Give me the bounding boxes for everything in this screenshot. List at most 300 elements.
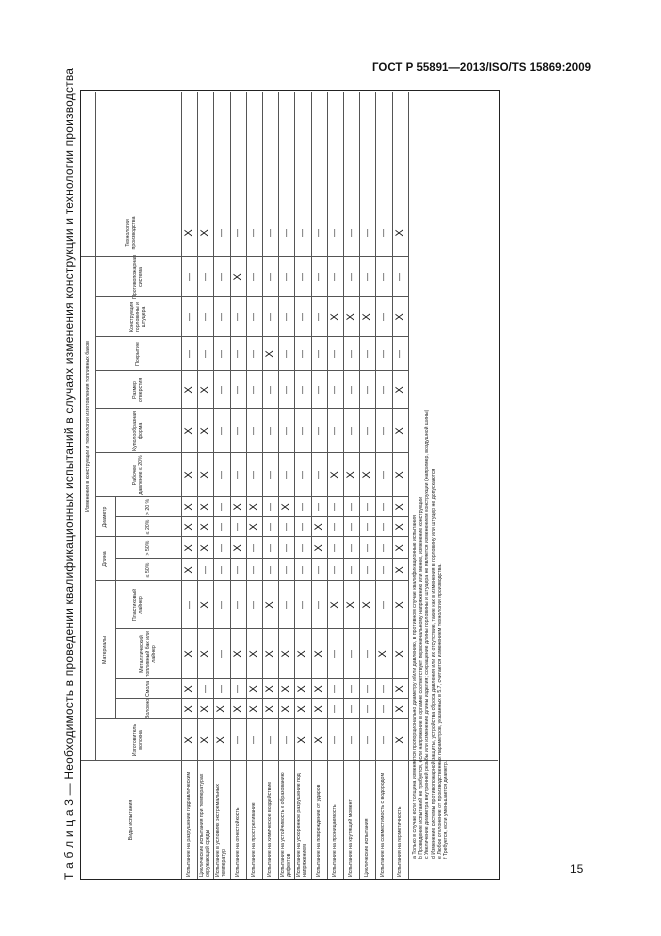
table-cell-mark: — bbox=[395, 350, 405, 358]
table-cell-mark: — bbox=[297, 273, 307, 281]
table-cell-mark: — bbox=[297, 601, 307, 609]
table-cell-mark: X bbox=[328, 601, 341, 609]
table-cell-mark: — bbox=[265, 313, 275, 321]
table-cell-mark: — bbox=[200, 350, 210, 358]
table-cell-mark: X bbox=[264, 705, 277, 713]
table-cell-mark: — bbox=[200, 685, 210, 693]
table-cell-mark: X bbox=[312, 544, 325, 552]
row-label: Циклические испытания при температурах окружающей среды bbox=[199, 773, 212, 877]
table-cell-mark: X bbox=[393, 471, 406, 479]
table-cell-mark: X bbox=[183, 471, 196, 479]
table-cell-mark: — bbox=[330, 503, 340, 511]
table-cell-mark: — bbox=[265, 229, 275, 237]
header-coating: Покрытие bbox=[135, 342, 141, 366]
table-caption: Т а б л и ц а 3 — Необходимость в проведении квалификационных испытаний в случаях изменения конструкции и технологии производства bbox=[62, 67, 76, 880]
header-liner-size: Размер отверстия bbox=[132, 377, 144, 403]
table-cell-mark: X bbox=[296, 650, 309, 658]
table-cell-mark: — bbox=[378, 350, 388, 358]
table-cell-mark: — bbox=[216, 523, 226, 531]
footnote: c Увеличение диаметра внутренней резьбы или изменение длины изделия; сокращение длины горловины и штуцера не является изменением конструкции (например, воздушной шины) bbox=[424, 409, 431, 859]
row-label: Испытание на совместимость с водородом bbox=[380, 772, 387, 877]
table-cell-mark: X bbox=[345, 313, 358, 321]
table-cell-mark: — bbox=[265, 386, 275, 394]
table-rule bbox=[115, 698, 181, 699]
table-cell-mark: — bbox=[330, 229, 340, 237]
table-cell-mark: X bbox=[199, 471, 212, 479]
table-cell-mark: — bbox=[233, 523, 243, 531]
row-label: Испытание на простреливание bbox=[250, 802, 257, 877]
table-cell-mark: X bbox=[183, 705, 196, 713]
table-cell-mark: — bbox=[265, 427, 275, 435]
table-cell-mark: — bbox=[378, 313, 388, 321]
table-cell-mark: — bbox=[346, 427, 356, 435]
table-cell-mark: X bbox=[183, 503, 196, 511]
table-cell-mark: — bbox=[200, 313, 210, 321]
table-cell-mark: X bbox=[393, 386, 406, 394]
table-cell-mark: X bbox=[393, 544, 406, 552]
table-rule bbox=[181, 516, 408, 517]
table-cell-mark: — bbox=[281, 471, 291, 479]
row-label: Испытания на герметичность bbox=[396, 806, 403, 877]
header-diameter-le20: ≤ 20% bbox=[145, 519, 151, 535]
table-cell-mark: — bbox=[216, 566, 226, 574]
table-cell-mark: — bbox=[378, 544, 388, 552]
table-cell-mark: X bbox=[280, 650, 293, 658]
header-test-types: Виды испытания bbox=[128, 799, 134, 841]
table-cell-mark: X bbox=[199, 427, 212, 435]
table-cell-mark: X bbox=[199, 523, 212, 531]
table-cell-mark: — bbox=[233, 685, 243, 693]
table-cell-mark: — bbox=[378, 705, 388, 713]
table-cell-mark: X bbox=[215, 736, 228, 744]
footnote: e Любое отклонение от производственных параметров, указанных в 5.7, считается изменением технологии производства. bbox=[436, 563, 443, 859]
table-rule bbox=[95, 496, 181, 497]
table-rule bbox=[95, 370, 181, 371]
table-cell-mark: X bbox=[393, 313, 406, 321]
table-cell-mark: — bbox=[314, 503, 324, 511]
table-rule bbox=[115, 558, 181, 559]
table-cell-mark: — bbox=[362, 229, 372, 237]
row-label: Испытание на ускоренное разрушение под напряжением bbox=[296, 773, 309, 877]
table-cell-mark: — bbox=[249, 601, 259, 609]
footnote: f Требуется, если уменьшается диаметр. bbox=[443, 760, 450, 859]
table-rule bbox=[181, 760, 408, 761]
table-cell-mark: — bbox=[330, 273, 340, 281]
table-cell-mark: X bbox=[296, 736, 309, 744]
table-cell-mark: X bbox=[393, 685, 406, 693]
table-cell-mark: X bbox=[393, 736, 406, 744]
row-label: Испытание на проницаемость bbox=[331, 804, 338, 877]
table-cell-mark: — bbox=[362, 427, 372, 435]
table-cell-mark: — bbox=[265, 471, 275, 479]
table-cell-mark: — bbox=[346, 544, 356, 552]
table-cell-mark: — bbox=[297, 544, 307, 552]
table-cell-mark: X bbox=[393, 229, 406, 237]
table-cell-mark: X bbox=[393, 427, 406, 435]
table-cell-mark: — bbox=[281, 736, 291, 744]
header-resin: Смола bbox=[145, 681, 151, 697]
table-cell-mark: — bbox=[395, 273, 405, 281]
table-cell-mark: — bbox=[249, 229, 259, 237]
header-process: Технологии производства bbox=[125, 216, 137, 250]
table-rule bbox=[95, 408, 181, 409]
table-cell-mark: — bbox=[184, 313, 194, 321]
table-cell-mark: X bbox=[264, 650, 277, 658]
row-label: Испытание на повреждение от ударов bbox=[315, 784, 322, 877]
table-cell-mark: X bbox=[183, 544, 196, 552]
table-cell-mark: — bbox=[330, 566, 340, 574]
table-cell-mark: — bbox=[216, 503, 226, 511]
table-footnotes bbox=[412, 159, 450, 859]
table-cell-mark: — bbox=[314, 566, 324, 574]
table-cell-mark: — bbox=[184, 350, 194, 358]
row-label: Испытание на крутящий момент bbox=[348, 799, 355, 877]
table-cell-mark: — bbox=[281, 601, 291, 609]
table-cell-mark: X bbox=[183, 650, 196, 658]
table-cell-mark: — bbox=[378, 386, 388, 394]
table-cell-mark: — bbox=[281, 273, 291, 281]
table-cell-mark: X bbox=[393, 705, 406, 713]
table-cell-mark: X bbox=[183, 386, 196, 394]
table-cell-mark: — bbox=[216, 273, 226, 281]
table-cell-mark: X bbox=[183, 736, 196, 744]
table-rule bbox=[181, 558, 408, 559]
table-cell-mark: X bbox=[361, 601, 374, 609]
table-cell-mark: X bbox=[247, 523, 260, 531]
table-cell-mark: X bbox=[183, 427, 196, 435]
table-cell-mark: — bbox=[281, 313, 291, 321]
table-cell-mark: — bbox=[346, 386, 356, 394]
table-cell-mark: — bbox=[362, 736, 372, 744]
table-cell-mark: — bbox=[249, 350, 259, 358]
table-cell-mark: — bbox=[249, 736, 259, 744]
table-cell-mark: — bbox=[216, 471, 226, 479]
table-cell-mark: — bbox=[265, 523, 275, 531]
footnote: d Изменение системы противопожарной защиты, устройства сброса давления или их отсутствие, такие как в изменения в горловину или штуцер не допускаются bbox=[430, 468, 437, 859]
table-rule bbox=[181, 718, 408, 719]
page-number: 15 bbox=[570, 862, 584, 876]
table-cell-mark: — bbox=[265, 503, 275, 511]
table-cell-mark: X bbox=[231, 544, 244, 552]
table-cell-mark: — bbox=[346, 523, 356, 531]
table-rule bbox=[95, 718, 181, 719]
row-label: Циклические испытания bbox=[364, 818, 371, 877]
table-cell-mark: — bbox=[346, 503, 356, 511]
table-cell-mark: — bbox=[362, 566, 372, 574]
table-cell-mark: X bbox=[280, 685, 293, 693]
table-cell-mark: — bbox=[314, 601, 324, 609]
table-cell-mark: X bbox=[280, 705, 293, 713]
header-length-le50: ≤ 50% bbox=[145, 562, 151, 578]
table-cell-mark: — bbox=[346, 566, 356, 574]
table-cell-mark: X bbox=[328, 313, 341, 321]
table-cell-mark: X bbox=[264, 601, 277, 609]
table-cell-mark: X bbox=[393, 503, 406, 511]
table-cell-mark: X bbox=[199, 705, 212, 713]
table-cell-mark: — bbox=[249, 566, 259, 574]
table-rule bbox=[181, 536, 408, 537]
table-cell-mark: — bbox=[346, 705, 356, 713]
table-rule bbox=[115, 678, 181, 679]
header-manufacturer: Изготовитель волокна bbox=[132, 723, 144, 757]
table-cell-mark: — bbox=[362, 685, 372, 693]
table-cell-mark: — bbox=[233, 350, 243, 358]
table-cell-mark: — bbox=[249, 544, 259, 552]
table-cell-mark: — bbox=[281, 544, 291, 552]
header-changes-group: Изменения в конструкции и технологии изготовления топливных баков bbox=[85, 341, 91, 512]
header-length-gt50: > 50% bbox=[145, 540, 151, 556]
table-cell-mark: X bbox=[231, 273, 244, 281]
table-cell-mark: X bbox=[199, 386, 212, 394]
table-cell-mark: — bbox=[297, 471, 307, 479]
table-cell-mark: — bbox=[330, 427, 340, 435]
table-cell-mark: — bbox=[346, 685, 356, 693]
table-cell-mark: — bbox=[330, 544, 340, 552]
table-cell-mark: — bbox=[297, 523, 307, 531]
table-cell-mark: X bbox=[199, 601, 212, 609]
header-work-pressure: Рабочее давление ≤ 20% bbox=[132, 455, 144, 495]
table-cell-mark: X bbox=[264, 685, 277, 693]
table-cell-mark: X bbox=[312, 685, 325, 693]
table-cell-mark: X bbox=[247, 705, 260, 713]
table-cell-mark: X bbox=[345, 471, 358, 479]
table-cell-mark: X bbox=[247, 685, 260, 693]
table-cell-mark: — bbox=[346, 350, 356, 358]
table-cell-mark: X bbox=[296, 705, 309, 713]
table-cell-mark: — bbox=[216, 386, 226, 394]
table-cell-mark: — bbox=[362, 523, 372, 531]
table-cell-mark: — bbox=[314, 427, 324, 435]
table-cell-mark: X bbox=[296, 685, 309, 693]
table-cell-mark: — bbox=[184, 273, 194, 281]
table-cell-mark: — bbox=[233, 427, 243, 435]
header-diameter: Диаметр bbox=[102, 506, 108, 528]
table-cell-mark: X bbox=[377, 650, 390, 658]
table-cell-mark: — bbox=[249, 386, 259, 394]
table-rule bbox=[115, 628, 181, 629]
table-cell-mark: — bbox=[281, 386, 291, 394]
header-materials: Материалы bbox=[102, 636, 108, 664]
table-cell-mark: — bbox=[378, 427, 388, 435]
table-rule bbox=[95, 536, 181, 537]
row-label: Испытание на устойчивость к образованию дефектов bbox=[280, 772, 293, 877]
requirements-table bbox=[80, 90, 500, 880]
table-rule bbox=[181, 256, 408, 257]
table-rule bbox=[95, 336, 181, 337]
table-cell-mark: X bbox=[183, 566, 196, 574]
table-cell-mark: — bbox=[378, 471, 388, 479]
table-cell-mark: — bbox=[233, 471, 243, 479]
table-cell-mark: — bbox=[233, 229, 243, 237]
table-cell-mark: X bbox=[199, 229, 212, 237]
table-cell-mark: X bbox=[393, 523, 406, 531]
table-cell-mark: X bbox=[215, 705, 228, 713]
table-cell-mark: — bbox=[346, 650, 356, 658]
table-cell-mark: — bbox=[216, 650, 226, 658]
table-cell-mark: — bbox=[314, 313, 324, 321]
table-cell-mark: — bbox=[378, 273, 388, 281]
table-cell-mark: — bbox=[314, 229, 324, 237]
table-cell-mark: X bbox=[199, 650, 212, 658]
table-cell-mark: — bbox=[281, 427, 291, 435]
table-cell-mark: — bbox=[233, 601, 243, 609]
table-cell-mark: — bbox=[297, 566, 307, 574]
table-cell-mark: — bbox=[362, 350, 372, 358]
table-cell-mark: — bbox=[184, 601, 194, 609]
header-dome-shape: Куполообразная форма bbox=[132, 411, 144, 451]
table-cell-mark: — bbox=[265, 566, 275, 574]
header-length: Длина bbox=[102, 551, 108, 567]
table-cell-mark: — bbox=[378, 685, 388, 693]
table-cell-mark: X bbox=[312, 705, 325, 713]
table-cell-mark: X bbox=[247, 650, 260, 658]
table-cell-mark: X bbox=[361, 471, 374, 479]
table-rule bbox=[181, 496, 408, 497]
table-cell-mark: X bbox=[264, 350, 277, 358]
table-cell-mark: — bbox=[265, 273, 275, 281]
header-plastic-liner: Пластиковый лайнер bbox=[132, 588, 144, 622]
table-cell-mark: — bbox=[330, 705, 340, 713]
table-cell-mark: — bbox=[330, 736, 340, 744]
table-cell-mark: — bbox=[216, 601, 226, 609]
table-cell-mark: — bbox=[362, 503, 372, 511]
table-cell-mark: X bbox=[199, 736, 212, 744]
table-cell-mark: X bbox=[312, 523, 325, 531]
table-cell-mark: — bbox=[216, 229, 226, 237]
table-cell-mark: X bbox=[393, 566, 406, 574]
table-cell-mark: — bbox=[378, 601, 388, 609]
footnote: b Проведение испытаний не требуется, если напряжение в оргамне соответствует первоначальному напряжению или менее, изменение конструкции bbox=[418, 496, 425, 859]
table-cell-mark: — bbox=[330, 523, 340, 531]
table-cell-mark: — bbox=[249, 427, 259, 435]
table-rule bbox=[95, 580, 181, 581]
table-cell-mark: — bbox=[362, 273, 372, 281]
table-cell-mark: — bbox=[233, 313, 243, 321]
table-rule bbox=[115, 516, 181, 517]
table-rule bbox=[181, 678, 408, 679]
table-cell-mark: X bbox=[361, 313, 374, 321]
table-rule bbox=[181, 336, 408, 337]
table-cell-mark: — bbox=[216, 313, 226, 321]
table-cell-mark: — bbox=[330, 650, 340, 658]
table-cell-mark: — bbox=[346, 736, 356, 744]
table-cell-mark: — bbox=[281, 523, 291, 531]
header-neck-design: Конструкция горловины и штуцера bbox=[129, 301, 147, 333]
table-cell-mark: X bbox=[199, 544, 212, 552]
table-rule bbox=[181, 296, 408, 297]
document-standard-header: ГОСТ Р 55891—2013/ISO/TS 15869:2009 bbox=[372, 62, 591, 74]
row-label: Испытание на химическое воздействие bbox=[267, 781, 274, 877]
header-metal-liner: Металлический топливный бак или лайнер bbox=[139, 631, 157, 677]
table-cell-mark: — bbox=[314, 386, 324, 394]
table-cell-mark: X bbox=[183, 523, 196, 531]
row-label: Испытание на огнестойкость bbox=[234, 807, 241, 877]
table-rule bbox=[181, 628, 408, 629]
table-rule bbox=[95, 296, 181, 297]
table-cell-mark: X bbox=[393, 650, 406, 658]
table-cell-mark: — bbox=[378, 503, 388, 511]
table-cell-mark: X bbox=[312, 736, 325, 744]
table-rule bbox=[181, 452, 408, 453]
table-rule bbox=[181, 580, 408, 581]
table-cell-mark: — bbox=[378, 566, 388, 574]
table-rule bbox=[181, 370, 408, 371]
table-cell-mark: — bbox=[314, 350, 324, 358]
table-cell-mark: — bbox=[346, 229, 356, 237]
table-cell-mark: — bbox=[346, 273, 356, 281]
table-cell-mark: — bbox=[362, 386, 372, 394]
table-cell-mark: X bbox=[231, 705, 244, 713]
table-cell-mark: — bbox=[281, 229, 291, 237]
table-cell-mark: — bbox=[330, 350, 340, 358]
header-diameter-gt20: > 20 % bbox=[145, 498, 151, 516]
table-cell-mark: X bbox=[312, 650, 325, 658]
table-cell-mark: X bbox=[231, 503, 244, 511]
row-label: Испытание на разрушение гидравлическим bbox=[186, 771, 193, 877]
table-cell-mark: X bbox=[199, 503, 212, 511]
table-cell-mark: — bbox=[265, 544, 275, 552]
table-cell-mark: — bbox=[330, 386, 340, 394]
table-cell-mark: X bbox=[231, 650, 244, 658]
table-cell-mark: — bbox=[281, 350, 291, 358]
table-cell-mark: — bbox=[297, 350, 307, 358]
table-cell-mark: — bbox=[297, 503, 307, 511]
table-cell-mark: — bbox=[216, 427, 226, 435]
table-rule bbox=[81, 256, 181, 257]
table-cell-mark: — bbox=[297, 229, 307, 237]
table-rule bbox=[181, 698, 408, 699]
table-cell-mark: — bbox=[362, 705, 372, 713]
table-cell-mark: — bbox=[233, 566, 243, 574]
table-cell-mark: X bbox=[328, 471, 341, 479]
table-cell-mark: — bbox=[249, 273, 259, 281]
table-cell-mark: — bbox=[314, 471, 324, 479]
table-cell-mark: — bbox=[362, 544, 372, 552]
table-cell-mark: — bbox=[216, 544, 226, 552]
footnote: a Только в случае если толщина изменяется пропорционально диаметру и/или давлению, в противном случае квалификационные испытания bbox=[411, 515, 418, 859]
table-cell-mark: — bbox=[200, 273, 210, 281]
table-cell-mark: — bbox=[200, 566, 210, 574]
table-cell-mark: — bbox=[378, 229, 388, 237]
table-cell-mark: — bbox=[216, 685, 226, 693]
table-cell-mark: X bbox=[345, 601, 358, 609]
row-label: Испытание в условиях экстремальных температур bbox=[215, 783, 228, 877]
table-cell-mark: — bbox=[281, 566, 291, 574]
table-cell-mark: — bbox=[297, 313, 307, 321]
table-rule bbox=[95, 452, 181, 453]
table-cell-mark: — bbox=[330, 685, 340, 693]
table-rule bbox=[408, 92, 409, 879]
table-cell-mark: X bbox=[393, 601, 406, 609]
table-cell-mark: — bbox=[265, 736, 275, 744]
table-cell-mark: — bbox=[249, 313, 259, 321]
table-cell-mark: — bbox=[378, 523, 388, 531]
table-cell-mark: — bbox=[378, 736, 388, 744]
table-cell-mark: — bbox=[233, 386, 243, 394]
table-cell-mark: X bbox=[280, 503, 293, 511]
header-protection: Противопожарная система bbox=[132, 255, 144, 299]
header-fiber: Волокно bbox=[145, 698, 151, 720]
table-cell-mark: — bbox=[297, 386, 307, 394]
table-cell-mark: — bbox=[314, 273, 324, 281]
table-cell-mark: X bbox=[183, 685, 196, 693]
table-cell-mark: — bbox=[297, 427, 307, 435]
table-cell-mark: X bbox=[183, 229, 196, 237]
table-cell-mark: — bbox=[362, 650, 372, 658]
table-cell-mark: — bbox=[249, 471, 259, 479]
table-cell-mark: — bbox=[216, 350, 226, 358]
table-rule bbox=[181, 408, 408, 409]
